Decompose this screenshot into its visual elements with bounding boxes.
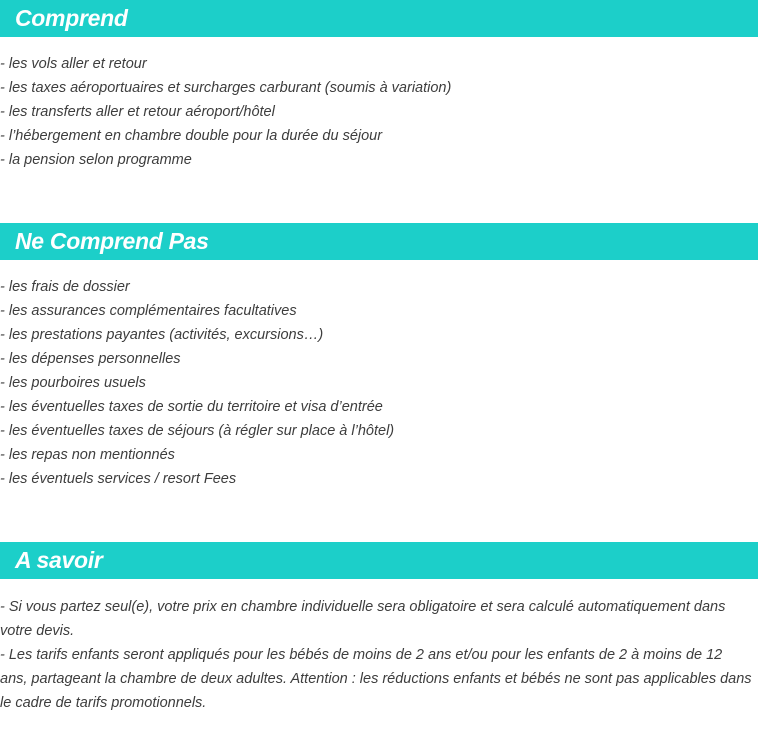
included-list (0, 52, 758, 172)
info-paragraph: - Les tarifs enfants seront appliqués pour les bébés de moins de 2 ans et/ou pour les enfants de 2 à moins de 12 ans, partageant la chambre de deux adultes. Attention : les réductions enfants et bébés ne sont pas applicables dans le cadre de tarifs promotionnels. (0, 647, 752, 711)
list-item: - les prestations payantes (activités, excursions…) (0, 327, 324, 343)
list-item: - les éventuels services / resort Fees (0, 471, 237, 487)
list-item: - les repas non mentionnés (0, 447, 175, 463)
list-item: - les éventuelles taxes de sortie du territoire et visa d’entrée (0, 399, 383, 415)
excluded-list (0, 275, 758, 491)
info-paragraph: - Si vous partez seul(e), votre prix en chambre individuelle sera obligatoire et sera calculé automatiquement dans votre devis. (0, 599, 726, 639)
info-paragraphs (0, 595, 752, 715)
list-item: - les transferts aller et retour aéroport/hôtel (0, 104, 275, 120)
list-item: - la pension selon programme (0, 152, 192, 168)
list-item: - les assurances complémentaires facultatives (0, 303, 297, 319)
list-item: - les éventuelles taxes de séjours (à régler sur place à l’hôtel) (0, 423, 395, 439)
section-title: A savoir (15, 547, 103, 573)
section-header-a-savoir (0, 542, 758, 579)
list-item: - les dépenses personnelles (0, 351, 181, 367)
section-header-comprend (0, 0, 758, 37)
list-item: - les frais de dossier (0, 279, 130, 295)
section-title: Comprend (15, 5, 128, 31)
list-item: - l’hébergement en chambre double pour la durée du séjour (0, 128, 383, 144)
list-item: - les taxes aéroportuaires et surcharges carburant (soumis à variation) (0, 80, 452, 96)
section-title: Ne Comprend Pas (15, 228, 209, 254)
list-item: - les pourboires usuels (0, 375, 146, 391)
section-header-ne-comprend-pas (0, 223, 758, 260)
list-item: - les vols aller et retour (0, 56, 147, 72)
